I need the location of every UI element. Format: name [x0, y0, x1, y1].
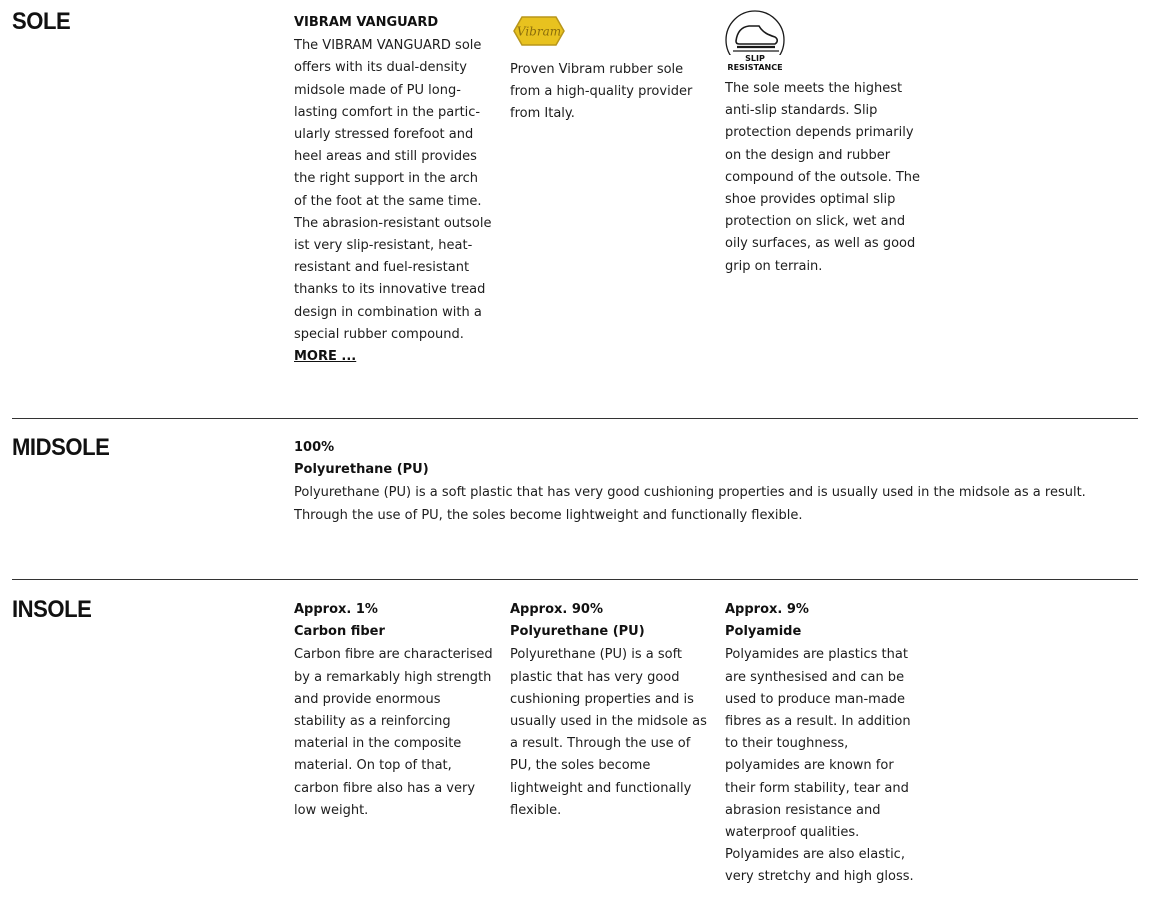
vibram-rubber-block [510, 59, 710, 126]
insole-polyamide-percent: Approx. 9% [725, 602, 809, 617]
vibram-vanguard-text: The VIBRAM VANGUARD sole offers with its dual-density midsole made of PU long-lasting comfort in the partic-ularly stressed forefoot and heel areas and still provides the right support in the arch of the foot at the same time. The abrasion-resistant outsole ist very slip-resistant, heat-resistant and fuel-resistant thanks to its innovative tread design in combination with a special rubber compound. [294, 38, 492, 342]
svg-text:SLIP: SLIP [745, 54, 765, 63]
vibram-vanguard-block [294, 12, 494, 368]
insole-carbon-block [294, 599, 494, 822]
midsole-text: Polyurethane (PU) is a soft plastic that has very good cushioning properties and is usually used in the midsole as a result. Through the use of PU, the soles become lightweight and functionally flexible. [294, 485, 1086, 523]
svg-text:Vibram: Vibram [516, 24, 562, 39]
divider-midsole-insole [12, 579, 1138, 580]
midsole-block [294, 437, 1139, 527]
insole-carbon-material: Carbon fiber [294, 624, 385, 640]
insole-polyamide-text: Polyamides are plastics that are synthesised and can be used to produce man-made fibres as a result. In addition to their toughness, polyamides are known for their form stability, tear and abrasion resistance and waterproof qualities. Polyamides are also elastic, very stretchy and high gloss. [725, 647, 914, 885]
insole-carbon-percent: Approx. 1% [294, 602, 378, 617]
sole-heading: SOLE [12, 8, 71, 35]
vibram-rubber-text: Proven Vibram rubber sole from a high-quality provider from Italy. [510, 62, 693, 122]
insole-heading: INSOLE [12, 596, 92, 623]
insole-pu-material: Polyurethane (PU) [510, 624, 645, 640]
vibram-vanguard-title: VIBRAM VANGUARD [294, 15, 439, 30]
midsole-material: Polyurethane (PU) [294, 462, 429, 478]
midsole-percent: 100% [294, 440, 335, 455]
insole-pu-text: Polyurethane (PU) is a soft plastic that has very good cushioning properties and is usually used in the midsole as a result. Through the use of PU, the soles become lightweight and functionally flexible. [510, 647, 707, 818]
more-link[interactable]: MORE ... [294, 349, 357, 365]
divider-sole-midsole [12, 418, 1138, 419]
slip-resistance-block [725, 78, 930, 278]
slip-resistance-shoe-icon [725, 9, 787, 73]
insole-polyamide-block [725, 599, 925, 889]
insole-polyamide-material: Polyamide [725, 624, 802, 640]
insole-pu-block [510, 599, 710, 822]
midsole-heading: MIDSOLE [12, 434, 110, 461]
insole-carbon-text: Carbon fibre are characterised by a remarkably high strength and provide enormous stability as a reinforcing material in the composite material. On top of that, carbon fibre also has a very low weight. [294, 647, 493, 818]
slip-resistance-text: The sole meets the highest anti-slip standards. Slip protection depends primarily on the design and rubber compound of the outsole. The shoe provides optimal slip protection on slick, wet and oily surfaces, as well as good grip on terrain. [725, 81, 921, 274]
insole-pu-percent: Approx. 90% [510, 602, 603, 617]
svg-text:RESISTANCE: RESISTANCE [727, 63, 783, 72]
vibram-logo-icon [510, 14, 568, 48]
